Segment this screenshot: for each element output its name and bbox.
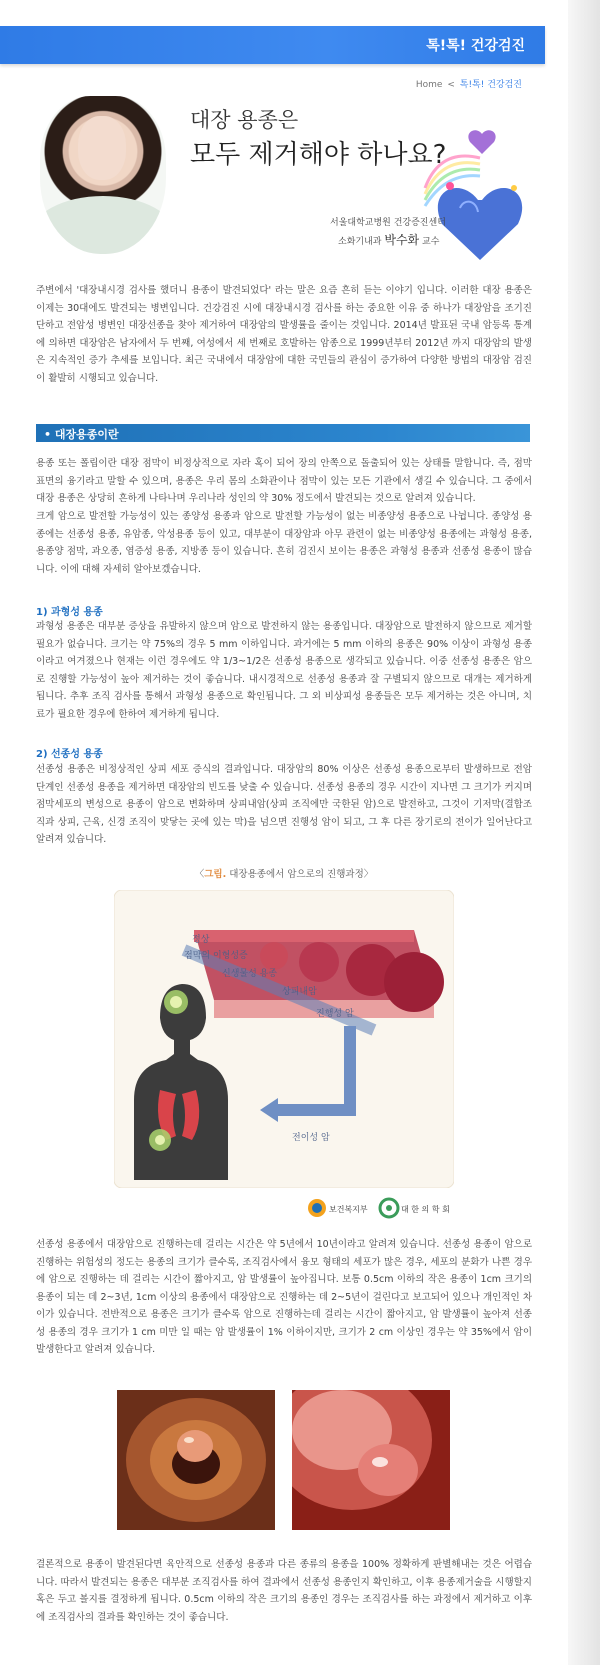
label-advanced-cancer: 진행성 암 xyxy=(316,1009,354,1019)
author-name: 박수화 xyxy=(384,233,420,247)
figure-caption-open: 〈 xyxy=(194,869,205,880)
breadcrumb-separator: < xyxy=(447,80,455,90)
logo-medical-association: 대 한 의 학 회 xyxy=(401,1205,450,1214)
page-subtitle: 대장 용종은 xyxy=(190,108,299,132)
author-face xyxy=(78,116,126,180)
label-neoplastic-polyp: 신생물성 용종 xyxy=(222,969,278,979)
sponsor-logos xyxy=(307,1196,457,1220)
adenoma-paragraph: 선종성 용종은 비정상적인 상피 세포 증식의 결과입니다. 대장암의 80% 이상은 선종성 용종으로부터 발생하므로 전암 단계인 선종성 용종을 제거하면 대장암의 빈도를 낮출 수 있습니다. 선종성 용종의 경우 시간이 지나면 그 크기가 커지며 점막세포의 변성으로 용종이 암으로 변화하며 상피내암(상피 조직에만 국한된 암)으로 발전하고, 그것이 기저막(결합조직과 상피, 근육, 신경 조직이 맞닿는 곳에 있는 막)을 넘으면 진행성 암이 되고, 그 후 다른 장기로의 전이가 일어난다고 알려져 있습니다. xyxy=(36,764,532,845)
breadcrumb-current[interactable]: 톡!톡! 건강검진 xyxy=(459,80,522,90)
conclusion-paragraph: 결론적으로 용종이 발견된다면 육안적으로 선종성 용종과 다른 종류의 용종을 100% 정확하게 판별해내는 것은 어렵습니다. 따라서 발견되는 용종은 대부분 조직검사를 하여 결과에서 선종성 용종인지 확인하고, 이후 용종제거술을 시행할지 혹은 두고 볼지를 결정하게 됩니다. 0.5cm 이하의 작은 크기의 용종인 경우는 조직검사를 하는 과정에서 제거하고 이후에 조직검사의 결과를 확인하는 것이 좋습니다. xyxy=(36,1559,532,1623)
progression-paragraph: 선종성 용종에서 대장암으로 진행하는데 걸리는 시간은 약 5년에서 10년이라고 알려져 있습니다. 선종성 용종이 암으로 진행하는 위험성의 정도는 용종의 크기가 클수록, 조직검사에서 융모 형태의 세포가 많은 경우, 세포의 분화가 나쁜 경우에 암으로 진행하는 데 걸리는 시간이 짧아지고, 암 발생률이 높아집니다. 보통 0.5cm 이하의 작은 용종이 1cm 크기의 용종이 되는 데 2~3년, 1cm 이상의 용종에서 대장암으로 진행하는 데 2~5년이 걸린다고 보고되어 있으나 개인적인 차이가 있습니다. 전반적으로 용종은 크기가 클수록 암으로 진행하는데 걸리는 시간이 짧아지고, 암 발생률이 높아져 선종성 용종의 경우 크기가 1 cm 미만 일 때는 암 발생률이 1% 이하이지만, 크기가 2 cm 이상인 경우는 약 35%에서 암이 발생한다고 알려져 있습니다. xyxy=(36,1239,532,1355)
label-metastatic-cancer: 전이성 암 xyxy=(292,1133,330,1143)
figure-caption-label: 그림. xyxy=(204,869,227,880)
hyperplastic-paragraph: 과형성 용종은 대부분 증상을 유발하지 않으며 암으로 발전하지 않는 용종입니다. 대장암으로 발전하지 않으므로 제거할 필요가 없습니다. 크기는 약 75%의 경우 5 mm 이하입니다. 과거에는 5 mm 이하의 용종은 90% 이상이 과형성 용종이라고 여겨졌으나 현재는 이런 경우에도 약 1/3~1/2은 선종성 용종으로 생각되고 있습니다. 이중 선종성 용종은 암으로 진행할 가능성이 높아 제거하는 것이 좋습니다. 내시경적으로 선종성 용종과 잘 구별되지 않으므로 대개는 제거하게 됩니다. 추후 조직 검사를 통해서 과형성 용종으로 확인됩니다. 그 외 비상피성 용종들은 모두 제거하는 것은 아니며, 치료가 필요한 경우에 한하여 제거하게 됩니다. xyxy=(36,621,532,720)
polyp-progression-figure xyxy=(114,890,454,1188)
breadcrumb xyxy=(416,77,522,90)
label-in-situ-cancer: 상피내암 xyxy=(282,987,317,997)
hyperplastic-heading: 1) 과형성 용종 xyxy=(36,607,103,618)
logo-graphics xyxy=(307,1196,457,1220)
label-dysplasia: 점막의 이형성증 xyxy=(184,951,248,961)
endoscopy-image-1 xyxy=(117,1390,275,1530)
author-organization: 서울대학교병원 건강증진센터 xyxy=(330,218,446,228)
breadcrumb-home-link[interactable]: Home xyxy=(415,80,443,90)
figure-caption-text: 대장용종에서 암으로의 진행과정〉 xyxy=(226,869,374,880)
scrollbar-track[interactable] xyxy=(568,0,600,1665)
endoscopy-image-2 xyxy=(292,1390,450,1530)
endoscopy-photo-2 xyxy=(292,1390,450,1530)
logo-ministry: 보건복지부 xyxy=(329,1205,368,1214)
banner-title: 톡!톡! 건강검진 xyxy=(426,38,525,54)
endoscopy-photo-1 xyxy=(117,1390,275,1530)
definition-paragraph-2: 크게 암으로 발전할 가능성이 있는 종양성 용종과 암으로 발전할 가능성이 없는 비종양성 용종으로 나뉩니다. 종양성 용종에는 선종성 용종, 유암종, 악성용종 등이 있고, 대부분이 대장암과 아무 관련이 없는 비종양성 용종에는 과형성 용종, 용종양 점막, 과오종, 염증성 용종, 지방종 등이 있습니다. 흔히 검진시 보이는 용종은 과형성 용종과 선종성 용종이 많습니다. 이에 대해 자세히 알아보겠습니다. xyxy=(36,511,532,575)
definition-paragraph-1: 용종 또는 폴립이란 대장 점막이 비정상적으로 자라 혹이 되어 장의 안쪽으로 돌출되어 있는 상태를 말합니다. 즉, 점막 표면의 융기라고 말할 수 있으며, 용종은 우리 몸의 소화관이나 점막이 있는 모든 기관에서 생길 수 있습니다. 그 중에서 대장 용종은 상당히 흔하게 나타나며 우리나라 성인의 약 30% 정도에서 발견되는 것으로 알려져 있습니다. xyxy=(36,458,532,504)
author-byline xyxy=(338,231,439,248)
section-heading-bar xyxy=(36,424,530,442)
intro-paragraph: 주변에서 '대장내시경 검사를 했더니 용종이 발견되었다' 라는 말은 요즘 흔히 듣는 이야기 입니다. 이러한 대장 용종은 이제는 30대에도 발견되는 병변입니다. 건강검진 시에 대장내시경 검사를 하는 중요한 이유 중 하나가 대장암을 조기진단하고 전암성 병변인 대장선종을 찾아 제거하여 대장암의 발생률을 줄이는 것입니다. 2014년 발표된 국내 암등록 통계에 의하면 대장암은 남자에서 두 번째, 여성에서 세 번째로 호발하는 암종으로 1999년부터 2012년 까지 대장암의 발생은 지속적인 증가 추세를 보입니다. 최근 국내에서 대장암에 대한 국민들의 관심이 증가하여 다양한 방법의 대장암 검진이 활발히 시행되고 있습니다. xyxy=(36,285,532,384)
label-normal: 정상 xyxy=(192,935,210,945)
figure-caption xyxy=(0,866,568,880)
top-banner xyxy=(0,26,545,64)
page-title: 모두 제거해야 하나요? xyxy=(190,140,447,170)
author-dept: 소화기내과 xyxy=(338,237,382,247)
section-heading: • 대장용종이란 xyxy=(44,428,119,441)
author-photo xyxy=(40,96,166,254)
author-role: 교수 xyxy=(422,237,440,247)
author-shoulders xyxy=(40,196,166,254)
adenoma-heading: 2) 선종성 용종 xyxy=(36,749,103,760)
